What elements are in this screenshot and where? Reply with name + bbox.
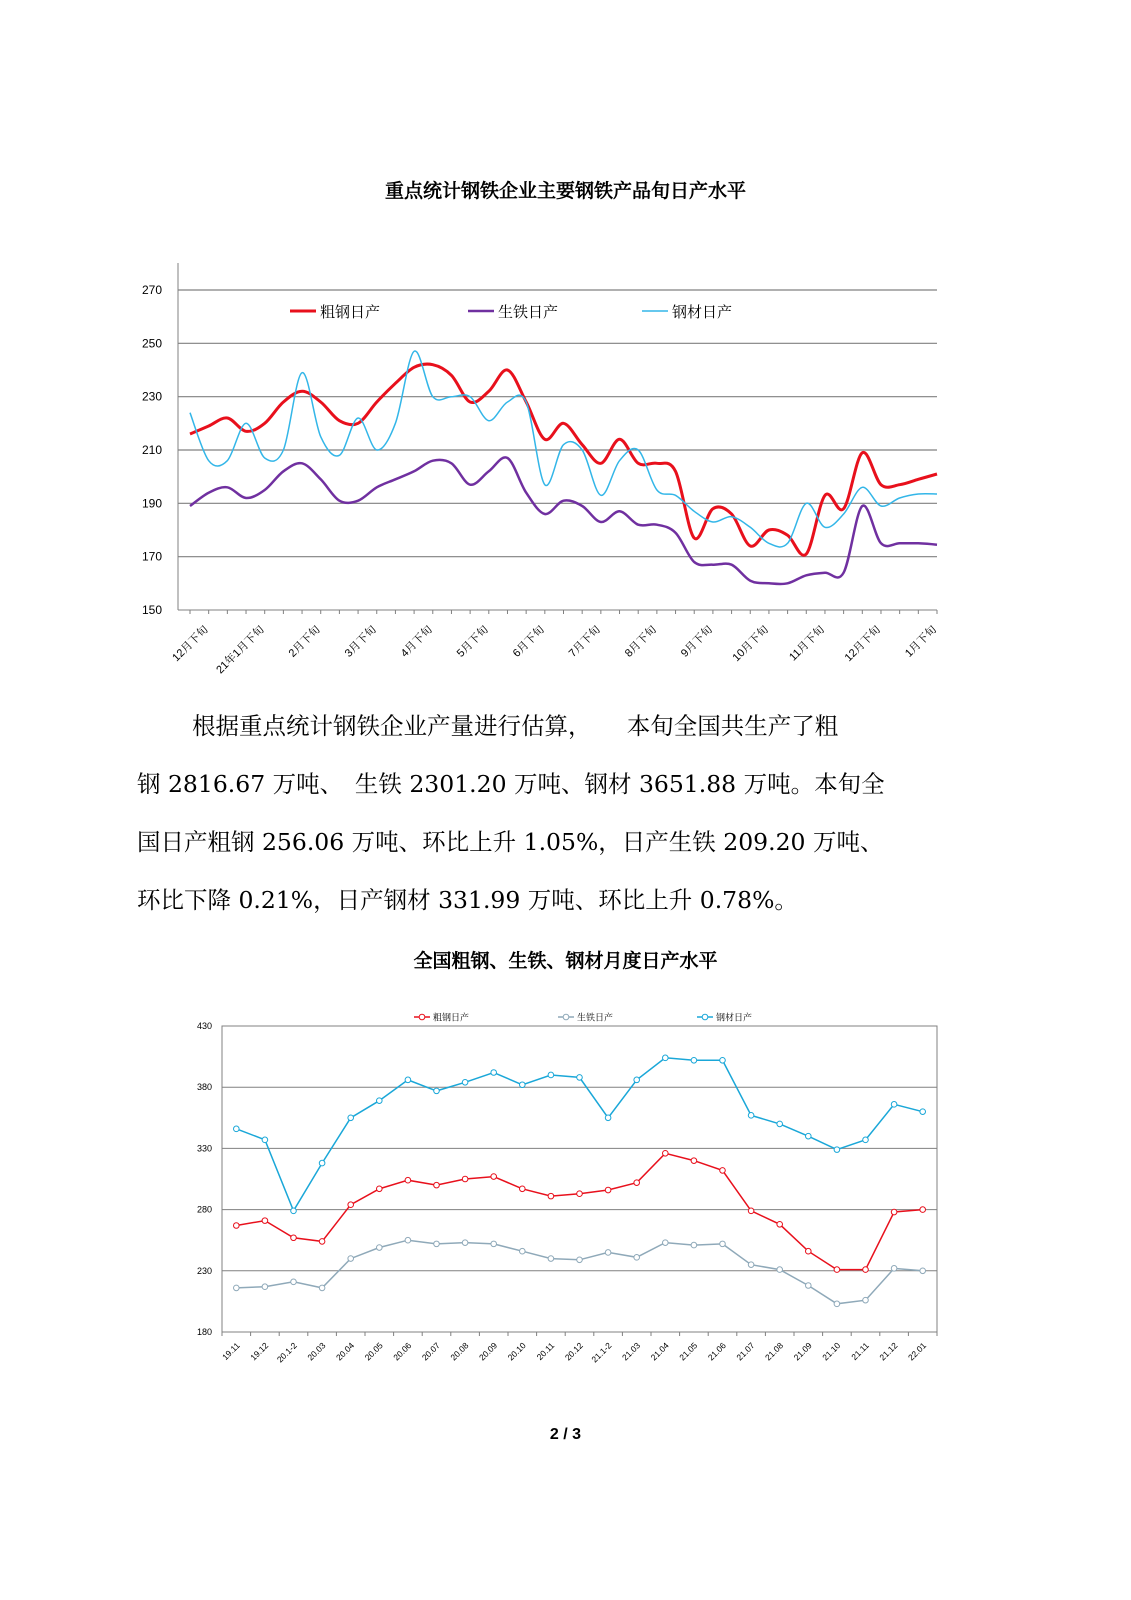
x-tick-label: 7月下旬 <box>566 623 603 660</box>
data-point <box>720 1168 726 1174</box>
page-number: 2 / 3 <box>549 1426 582 1443</box>
x-tick-label: 21.03 <box>619 1340 643 1363</box>
data-point <box>319 1239 325 1245</box>
x-tick-label: 11月下旬 <box>787 623 828 664</box>
data-point <box>863 1137 869 1143</box>
data-point <box>777 1221 783 1227</box>
data-point <box>777 1121 783 1127</box>
x-tick-label: 20.1-2 <box>274 1340 299 1365</box>
legend-label: 生铁日产 <box>577 1013 614 1024</box>
x-tick-label: 20.10 <box>505 1340 528 1363</box>
data-point <box>748 1262 754 1268</box>
x-tick-label: 21.06 <box>705 1340 728 1363</box>
x-tick-label: 4月下旬 <box>398 623 435 660</box>
data-point <box>405 1077 411 1083</box>
data-point <box>291 1279 297 1285</box>
data-point <box>319 1160 325 1166</box>
x-tick-label: 19.12 <box>248 1340 271 1363</box>
y-tick-label: 150 <box>141 603 162 617</box>
x-tick-label: 12月下旬 <box>170 623 211 665</box>
data-point <box>834 1147 840 1153</box>
data-point <box>577 1075 583 1081</box>
data-point <box>691 1242 697 1248</box>
x-tick-label: 20.06 <box>391 1340 414 1363</box>
series-line-2 <box>236 1058 922 1211</box>
data-point <box>834 1301 840 1307</box>
data-point <box>234 1126 240 1132</box>
x-tick-label: 1月下旬 <box>902 623 940 660</box>
data-point <box>663 1150 669 1156</box>
data-point <box>348 1202 354 1208</box>
data-point <box>434 1182 440 1188</box>
y-tick-label: 250 <box>141 336 162 351</box>
data-point <box>548 1256 554 1262</box>
x-tick-label: 20.12 <box>562 1340 585 1363</box>
data-point <box>806 1283 812 1289</box>
data-point <box>691 1158 697 1164</box>
x-tick-label: 21.10 <box>820 1340 843 1363</box>
data-point <box>663 1240 669 1246</box>
x-tick-label: 9月下旬 <box>678 623 716 660</box>
legend-label: 钢材日产 <box>716 1013 753 1024</box>
data-point <box>863 1297 869 1303</box>
data-point <box>520 1082 526 1088</box>
data-point <box>720 1241 726 1247</box>
data-point <box>634 1255 640 1261</box>
data-point <box>634 1180 640 1186</box>
data-point <box>520 1248 526 1254</box>
data-point <box>806 1133 812 1139</box>
data-point <box>262 1284 268 1290</box>
data-point <box>262 1137 268 1143</box>
x-tick-label: 20.11 <box>534 1340 557 1363</box>
chart1-title: 重点统计钢铁企业主要钢铁产品旬日产水平 <box>384 180 746 202</box>
x-tick-label: 20.03 <box>305 1340 328 1363</box>
chart2-title: 全国粗钢、生铁、钢材月度日产水平 <box>413 950 718 972</box>
data-point <box>605 1187 611 1193</box>
paragraph-line-3: 国日产粗钢 256.06 万吨、环比上升 1.05%，日产生铁 209.20 万吨、 <box>137 828 884 856</box>
data-point <box>777 1267 783 1273</box>
x-tick-label: 20.08 <box>448 1340 471 1363</box>
data-point <box>291 1235 297 1241</box>
y-tick-label: 230 <box>196 1265 212 1276</box>
x-tick-label: 21.07 <box>734 1340 757 1363</box>
legend-label: 生铁日产 <box>498 303 559 321</box>
x-tick-label: 21.11 <box>849 1340 871 1363</box>
x-tick-label: 8月下旬 <box>622 623 659 660</box>
data-point <box>405 1237 411 1243</box>
paragraph-line-4: 环比下降 0.21%，日产钢材 331.99 万吨、环比上升 0.78%。 <box>137 886 798 914</box>
data-point <box>434 1088 440 1094</box>
data-point <box>577 1257 583 1263</box>
legend-label: 钢材日产 <box>672 303 733 321</box>
data-point <box>891 1266 897 1272</box>
data-point <box>748 1208 754 1214</box>
x-tick-label: 21.09 <box>791 1340 814 1363</box>
x-tick-label: 10月下旬 <box>730 623 772 665</box>
x-tick-label: 21.05 <box>677 1340 700 1363</box>
data-point <box>348 1256 354 1262</box>
x-tick-label: 21.12 <box>877 1340 900 1363</box>
data-point <box>720 1057 726 1063</box>
data-point <box>462 1176 468 1182</box>
x-tick-label: 20.05 <box>362 1340 385 1363</box>
data-point <box>548 1193 554 1199</box>
data-point <box>748 1113 754 1119</box>
legend-label: 粗钢日产 <box>320 303 381 321</box>
y-tick-label: 270 <box>141 283 162 297</box>
data-point <box>234 1285 240 1291</box>
x-tick-label: 21.1-2 <box>589 1340 614 1365</box>
x-tick-label: 19.11 <box>220 1340 242 1363</box>
x-tick-label: 6月下旬 <box>510 623 547 660</box>
data-point <box>491 1174 497 1180</box>
paragraph-line-2: 钢 2816.67 万吨、 生铁 2301.20 万吨、钢材 3651.88 万吨。本旬全 <box>137 770 885 798</box>
series-line-1 <box>236 1240 922 1304</box>
data-point <box>920 1109 926 1115</box>
x-tick-label: 21.08 <box>762 1340 786 1363</box>
x-tick-label: 2月下旬 <box>286 623 323 660</box>
data-point <box>863 1267 869 1273</box>
x-tick-label: 22.01 <box>905 1340 929 1363</box>
data-point <box>319 1285 325 1291</box>
legend-marker <box>419 1014 425 1020</box>
data-point <box>491 1070 497 1076</box>
data-point <box>691 1057 697 1063</box>
plot-area <box>222 1026 937 1332</box>
y-tick-label: 190 <box>141 496 162 511</box>
y-tick-label: 180 <box>196 1327 212 1337</box>
data-point <box>634 1077 640 1083</box>
data-point <box>834 1267 840 1273</box>
data-point <box>891 1209 897 1215</box>
data-point <box>605 1250 611 1256</box>
y-tick-label: 430 <box>196 1021 212 1031</box>
data-point <box>377 1245 383 1251</box>
data-point <box>377 1098 383 1104</box>
x-tick-label: 20.04 <box>333 1340 357 1363</box>
data-point <box>291 1208 297 1214</box>
paragraph-line-1: 根据重点统计钢铁企业产量进行估算， 本旬全国共生产了粗 <box>192 712 839 740</box>
data-point <box>806 1248 812 1254</box>
data-point <box>605 1115 611 1121</box>
x-tick-label: 12月下旬 <box>842 623 884 665</box>
data-point <box>462 1080 468 1086</box>
data-point <box>491 1241 497 1247</box>
x-tick-label: 21年1月下旬 <box>214 623 267 677</box>
y-tick-label: 230 <box>141 389 162 404</box>
y-tick-label: 280 <box>196 1204 212 1215</box>
data-point <box>663 1055 669 1061</box>
data-point <box>262 1218 268 1224</box>
data-point <box>434 1241 440 1247</box>
series-line-0 <box>236 1153 922 1269</box>
x-tick-label: 21.04 <box>648 1340 671 1363</box>
x-tick-label: 20.09 <box>476 1340 500 1363</box>
y-tick-label: 210 <box>141 443 162 457</box>
x-tick-label: 3月下旬 <box>342 623 379 660</box>
legend-marker <box>702 1014 708 1020</box>
data-point <box>462 1240 468 1246</box>
data-point <box>548 1072 554 1078</box>
data-point <box>234 1223 240 1229</box>
data-point <box>405 1177 411 1183</box>
legend-label: 粗钢日产 <box>433 1013 470 1024</box>
data-point <box>348 1115 354 1121</box>
data-point <box>377 1186 383 1192</box>
y-tick-label: 380 <box>196 1082 212 1093</box>
legend-marker <box>563 1014 569 1020</box>
x-tick-label: 20.07 <box>419 1340 442 1363</box>
data-point <box>920 1268 926 1274</box>
x-tick-label: 5月下旬 <box>454 623 491 660</box>
data-point <box>920 1207 926 1213</box>
data-point <box>577 1191 583 1197</box>
y-tick-label: 330 <box>196 1143 212 1154</box>
y-tick-label: 170 <box>141 549 162 564</box>
data-point <box>520 1186 526 1192</box>
data-point <box>891 1102 897 1108</box>
